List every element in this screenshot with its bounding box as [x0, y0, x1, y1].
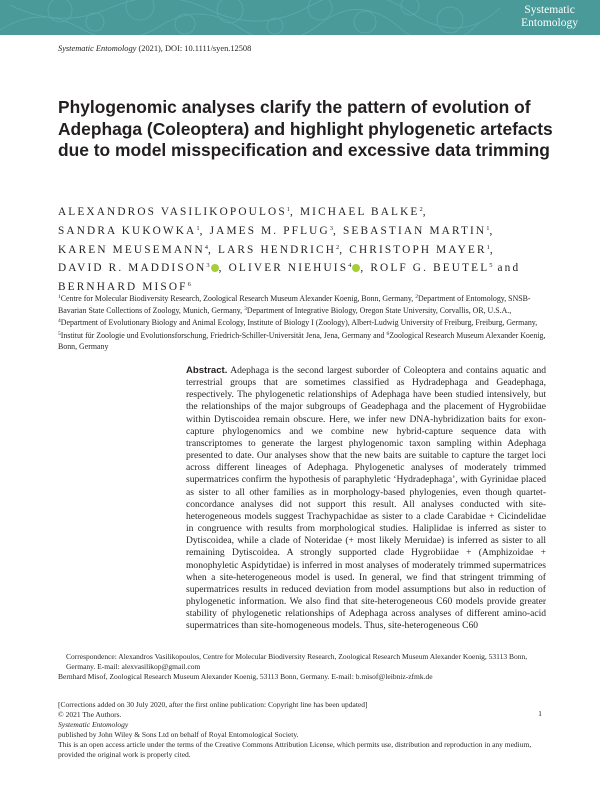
author-affiliation-marker: 3	[329, 224, 334, 232]
author-separator: ,	[333, 224, 339, 237]
journal-name-line1: Systematic	[524, 4, 575, 16]
author-name	[370, 262, 520, 274]
affiliation-marker: 1	[58, 294, 61, 300]
author-name-text: ROLF G. BEUTEL	[370, 262, 490, 275]
author-separator: ,	[218, 262, 224, 275]
author-name-text: DAVID R. MADDISON	[58, 262, 207, 275]
author-name	[343, 225, 494, 237]
author-name	[58, 206, 295, 218]
copyright-post: published by John Wiley & Sons Ltd on behalf of Royal Entomological Society.	[58, 729, 299, 739]
author-separator: ,	[199, 224, 205, 237]
footer-notes	[58, 700, 548, 759]
author-affiliation-marker: 4	[204, 243, 209, 251]
author-list	[58, 202, 548, 296]
page-number: 1	[538, 709, 542, 718]
author-name-text: KAREN MEUSEMANN	[58, 243, 205, 256]
author-affiliation-marker: 4	[348, 262, 352, 270]
abstract	[186, 365, 546, 632]
author-separator: and	[492, 262, 521, 275]
author-name-text: OLIVER NIEHUIS	[228, 262, 349, 275]
affiliation-text: Department of Entomology, SNSB-Bavarian State Collections of Zoology, Munich, Germany,	[58, 294, 531, 316]
affiliation-text: Zoological Research Museum Alexander Koenig, Bonn, Germany	[58, 330, 546, 351]
author-separator: ,	[489, 243, 495, 256]
orcid-icon[interactable]	[211, 264, 219, 272]
affiliation-marker: 6	[386, 330, 390, 337]
author-name	[349, 244, 495, 256]
affiliation-marker: 5	[58, 330, 61, 337]
license-note: This is an open access article under the terms of the Creative Commons Attribution License, which permits use, distribution and reproduction in any medium, provided the original work is properly cited.	[58, 739, 532, 759]
correspondence-block	[58, 652, 548, 682]
journal-name-line2: Entomology	[521, 17, 578, 29]
author-affiliation-marker: 3	[206, 262, 210, 270]
citation-journal: Systematic Entomology	[58, 44, 137, 53]
abstract-text: Adephaga is the second largest suborder of Coleoptera and contains aquatic and terrestrial groups that are sometimes classified as Hydradephaga and Geadephaga, respectively. The phylogenetic relationships of Adephaga have been studied intensively, but the relationships of the major subgroups of Geadephaga and the placement of Hygrobiidae within Dytiscoidea remain obscure. Here, we infer new DNA-hybridization baits for exon-capture phylogenomics and we combine new hybrid-capture sequence data with transcriptomes to generate the largest phylogenomic taxon sampling within Adephaga presented to date. Our analyses show that the new baits are suitable to capture the target loci across different lineages of Adephaga. Phylogenetic analyses of moderately trimmed supermatrices confirm the hypothesis of paraphyletic ‘Hydradephaga’, with Gyrinidae placed as sister to all other families as in morphology-based phylogenies, even though quartet-concordance analyses did not support this result. All analyses conducted with site-heterogeneous models suggest Trachypachidae as sister to a clade Carabidae + Cicindelidae in congruence with results from morphological studies. Haliplidae is inferred as sister to Dytiscoidea, while a clade of Noteridae (+ most likely Meruidae) is inferred as sister to all remaining Dytiscoidea. A strongly supported clade Hygrobiidae + (Amphizoidae + monophyletic Aspidytidae) is inferred in most analyses of moderately trimmed supermatrices when a site-heterogeneous model is used. In general, we find that stringent trimming of supermatrices results in reduced deviation from model assumptions but also in reduction of phylogenetic information. We also find that site-heterogeneous C60 models provide greater stability of phylogenetic relationships of Adephaga across analyses of different amino-acid supermatrices than site-homogeneous models. Thus, site-heterogeneous C60	[186, 365, 546, 632]
author-name-text: JAMES M. PFLUG	[209, 224, 330, 237]
author-affiliation-marker: 5	[489, 262, 493, 270]
affiliation-marker: 2	[415, 294, 418, 300]
author-name-text: LARS HENDRICH	[218, 243, 337, 256]
affiliation-marker: 4	[58, 318, 61, 325]
correspondence-line-1: Correspondence: Alexandros Vasilikopoulos, Centre for Molecular Biodiversity Research, Zoological Research Museum Alexander Koenig, 53113 Bonn, Germany. E-mail: alexvasilikop@gmail.com	[66, 652, 528, 671]
copyright-journal: Systematic Entomology	[58, 719, 129, 729]
copyright-pre: © 2021 The Authors.	[58, 709, 122, 719]
author-affiliation-marker: 1	[286, 206, 291, 213]
author-name-text: ALEXANDROS VASILIKOPOULOS	[58, 206, 287, 218]
author-separator: ,	[422, 206, 428, 218]
copyright-line	[58, 710, 548, 740]
author-name	[58, 244, 213, 256]
affiliation-text: Department of Integrative Biology, Oregon State University, Corvallis, OR, U.S.A.,	[246, 306, 512, 316]
author-affiliation-marker: 6	[187, 281, 191, 289]
journal-logo-text	[521, 4, 578, 30]
author-name-text: SANDRA KUKOWKA	[58, 224, 197, 237]
article-title: Phylogenomic analyses clarify the pattern of evolution of Adephaga (Coleoptera) and highlight phylogenetic artefacts due to model misspecification and excessive data trimming	[58, 97, 553, 161]
header-pattern	[0, 0, 600, 35]
author-name	[58, 225, 205, 237]
affiliation-text: Department of Evolutionary Biology and Animal Ecology, Institute of Biology I (Zoology), Albert-Ludwig University of Freiburg, Freiburg, Germany,	[60, 318, 538, 328]
affiliations	[58, 292, 546, 352]
author-separator: ,	[360, 262, 366, 275]
affiliation-text: Centre for Molecular Biodiversity Research, Zoological Research Museum Alexander Koenig, Bonn, Germany,	[60, 294, 416, 303]
author-name-text: SEBASTIAN MARTIN	[343, 224, 487, 237]
abstract-label: Abstract.	[186, 365, 228, 376]
author-name	[300, 206, 428, 218]
author-name-text: CHRISTOPH MAYER	[349, 243, 487, 256]
author-name	[229, 262, 366, 274]
author-affiliation-marker: 1	[486, 243, 490, 251]
author-affiliation-marker: 2	[336, 243, 340, 251]
author-affiliation-marker: 1	[196, 224, 200, 232]
journal-header-band	[0, 0, 600, 35]
affiliation-text: Institut für Zoologie und Evolutionsforschung, Friedrich-Schiller-Universität Jena, Jena, Germany and	[60, 330, 387, 340]
corrections-note: [Corrections added on 30 July 2020, after the first online publication: Copyright line has been updated]	[58, 700, 368, 709]
author-name	[218, 244, 344, 256]
author-name-text: BERNHARD MISOF	[58, 281, 188, 294]
author-name	[58, 262, 224, 274]
citation-doi: (2021), DOI: 10.1111/syen.12508	[136, 44, 252, 53]
citation-line	[58, 44, 251, 53]
author-separator: ,	[339, 243, 345, 256]
author-affiliation-marker: 2	[419, 206, 423, 213]
author-affiliation-marker: 1	[486, 224, 490, 232]
correspondence-line-2: Bernhard Misof, Zoological Research Museum Alexander Koenig, 53113 Bonn, Germany. E-mail: b.misof@leibniz-zfmk.de	[58, 671, 433, 681]
author-name-text: MICHAEL BALKE	[299, 206, 420, 218]
author-name	[210, 225, 338, 237]
author-separator: ,	[208, 243, 214, 256]
author-separator: ,	[290, 206, 295, 218]
author-separator: ,	[489, 224, 495, 237]
affiliation-marker: 3	[244, 306, 247, 313]
